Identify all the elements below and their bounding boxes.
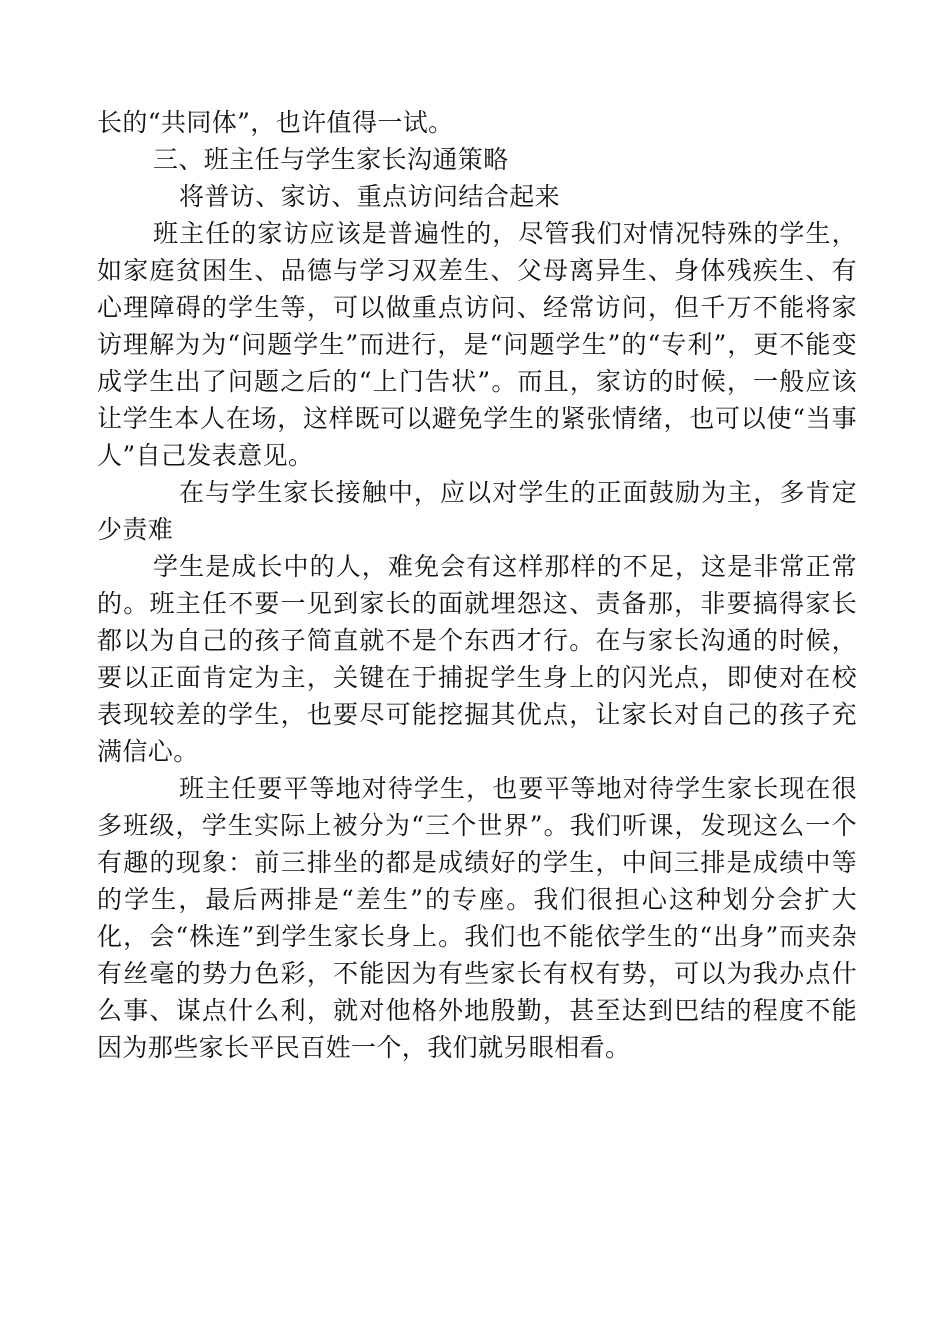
paragraph-continuation: 长的“共同体”，也许值得一试。 [97,108,454,137]
subheading-encouragement: 在与学生家长接触中，应以对学生的正面鼓励为主，多肯定少责难 [97,478,857,544]
paragraph-encouragement: 学生是成长中的人，难免会有这样那样的不足，这是非常正常的。班主任不要一见到家长的面就埋怨这、责备那，非要搞得家长都以为自己的孩子简直就不是个东西才行。在与家长沟通的时候，要以正面肯定为主，关键在于捕捉学生身上的闪光点，即使对在校表现较差的学生，也要尽可能挖掘其优点，让家长对自己的孩子充满信心。 [97,552,857,766]
paragraph-equality: 班主任要平等地对待学生，也要平等地对待学生家长现在很多班级，学生实际上被分为“三个世界”。我们听课，发现这么一个有趣的现象：前三排坐的都是成绩好的学生，中间三排是成绩中等的学生，最后两排是“差生”的专座。我们很担心这种划分会扩大化，会“株连”到学生家长身上。我们也不能依学生的“出身”而夹杂有丝毫的势力色彩，不能因为有些家长有权有势，可以为我办点什么事、谋点什么利，就对他格外地殷勤，甚至达到巴结的程度不能因为那些家长平民百姓一个，我们就另眼相看。 [97,774,857,1062]
document-body [97,104,857,1066]
paragraph-visits: 班主任的家访应该是普遍性的，尽管我们对情况特殊的学生，如家庭贫困生、品德与学习双差生、父母离异生、身体残疾生、有心理障碍的学生等，可以做重点访问、经常访问，但千万不能将家访理解为为“问题学生”而进行，是“问题学生”的“专利”，更不能变成学生出了问题之后的“上门告状”。而且，家访的时候，一般应该让学生本人在场，这样既可以避免学生的紧张情绪，也可以使“当事人”自己发表意见。 [97,219,857,470]
section-heading: 三、班主任与学生家长沟通策略 [153,145,509,174]
subheading-visits: 将普访、家访、重点访问结合起来 [179,182,561,211]
